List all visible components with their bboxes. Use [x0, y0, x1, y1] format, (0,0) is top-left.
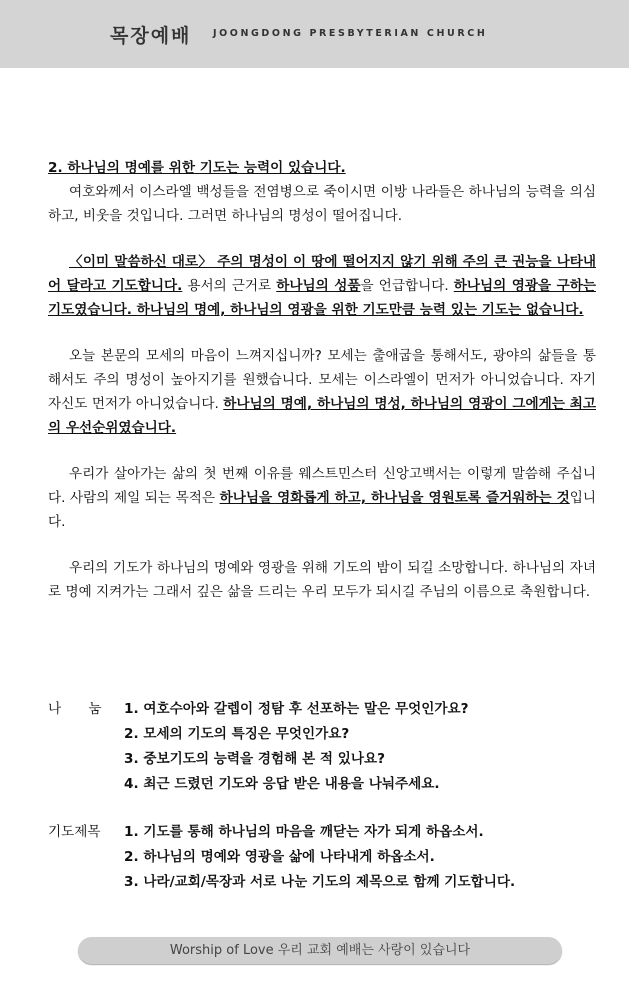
paragraph-5: 우리의 기도가 하나님의 명예와 영광을 위해 기도의 밤이 되길 소망합니다. 하나님의 자녀로 명예 지켜가는 그래서 깊은 삶을 드리는 우리 모두가 되시길 주님의 이름으로 축원합니다.: [48, 560, 596, 600]
p2-text-2: 을 언급합니다.: [360, 278, 454, 294]
prayer-label: 기도제목: [48, 824, 101, 840]
prayer-item: 3. 나라/교회/목장과 서로 나눈 기도의 제목으로 함께 기도합니다.: [124, 874, 516, 890]
sermon-body: [48, 156, 596, 604]
p4-emphasis: 하나님을 영화롭게 하고, 하나님을 영원토록 즐거워하는 것: [219, 490, 570, 506]
sharing-item: 1. 여호수아와 갈렙이 정탐 후 선포하는 말은 무엇인가요?: [124, 701, 469, 717]
paragraph-4: [48, 462, 596, 534]
page-header: [0, 0, 629, 68]
p2-emphasis-1: 〈이미 말씀하신 대로〉 주의 명성이 이 땅에 떨어지지 않기 위해 주의 큰 권능을 나타내어 달라고 기도합니다.: [48, 254, 596, 294]
p2-emphasis-3: 하나님의 영광을 구하는 기도였습니다. 하나님의 명예, 하나님의 영광을 위한 기도만큼 능력 있는 기도는 없습니다.: [48, 278, 596, 318]
p2-emphasis-2: 하나님의 성품: [276, 278, 361, 294]
sharing-item: 3. 중보기도의 능력을 경험해 본 적 있나요?: [124, 751, 386, 767]
sharing-item: 2. 모세의 기도의 특징은 무엇인가요?: [124, 726, 350, 742]
p3-emphasis: 하나님의 명예, 하나님의 명성, 하나님의 영광이 그에게는 최고의 우선순위였습니다.: [48, 396, 596, 436]
header-subtitle: JOONGDONG PRESBYTERIAN CHURCH: [213, 28, 488, 39]
p3-text: 오늘 본문의 모세의 마음이 느껴지십니까? 모세는 출애굽을 통해서도, 광야의 삶들을 통해서도 주의 명성이 높아지기를 원했습니다. 모세는 이스라엘이 먼저가 아니었습니다. 자기 자신도 먼저가 아니었습니다.: [48, 348, 596, 412]
prayer-item: 2. 하나님의 명예와 영광을 삶에 나타내게 하옵소서.: [124, 849, 435, 865]
sharing-item: 4. 최근 드렸던 기도와 응답 받은 내용을 나눠주세요.: [124, 776, 440, 792]
header-title: 목장예배: [110, 25, 192, 47]
paragraph-3: [48, 344, 596, 440]
p2-text-1: 용서의 근거로: [182, 278, 277, 294]
paragraph-2: [48, 250, 596, 322]
p4-text-1: 우리가 살아가는 삶의 첫 번째 이유를 웨스트민스터 신앙고백서는 이렇게 말씀해 주십니다. 사람의 제일 되는 목적은: [48, 466, 596, 506]
prayer-item: 1. 기도를 통해 하나님의 마음을 깨닫는 자가 되게 하옵소서.: [124, 824, 484, 840]
p4-text-2: 입니다.: [48, 490, 596, 530]
footer-banner: Worship of Love 우리 교회 예배는 사랑이 있습니다: [78, 937, 562, 964]
paragraph-1: 여호와께서 이스라엘 백성들을 전염병으로 죽이시면 이방 나라들은 하나님의 능력을 의심하고, 비웃을 것입니다. 그러면 하나님의 명성이 떨어집니다.: [48, 184, 596, 224]
section-title: 2. 하나님의 명예를 위한 기도는 능력이 있습니다.: [48, 160, 346, 176]
sharing-label: 나 눔: [48, 701, 102, 717]
